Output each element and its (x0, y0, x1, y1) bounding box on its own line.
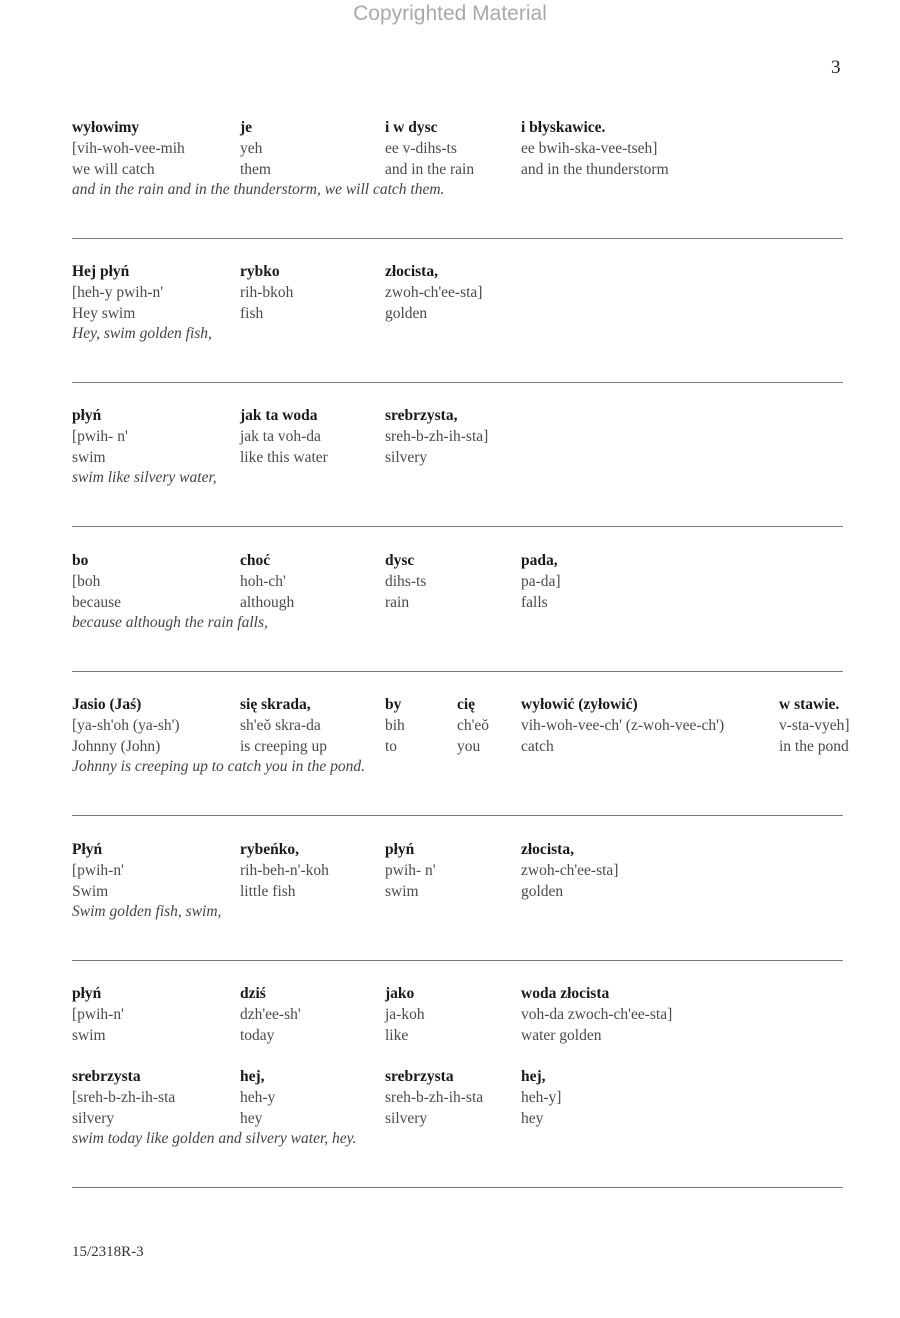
english-gloss: today (240, 1026, 275, 1044)
footer-code: 15/2318R-3 (72, 1244, 144, 1260)
english-gloss: water golden (521, 1026, 602, 1044)
polish-word: srebrzysta (385, 1068, 454, 1085)
pronunciation: [sreh-b-zh-ih-sta (72, 1088, 176, 1106)
polish-word: wyłowimy (72, 119, 140, 136)
english-gloss: is creeping up (240, 737, 327, 755)
polish-word: rybko (240, 263, 280, 280)
polish-word: Jasio (Jaś) (72, 696, 142, 713)
word-column (385, 551, 426, 613)
polish-word: srebrzysta, (385, 407, 458, 424)
english-gloss: and in the thunderstorm (521, 160, 669, 178)
divider (72, 382, 843, 383)
english-gloss: we will catch (72, 160, 155, 178)
polish-word: bo (72, 552, 89, 569)
line-translation: and in the rain and in the thunderstorm, we will catch them. (72, 181, 445, 198)
polish-word: w stawie. (779, 696, 840, 713)
pronunciation: [vih-woh-vee-mih (72, 139, 185, 157)
polish-word: cię (457, 696, 476, 713)
english-gloss: fish (240, 304, 264, 322)
divider (72, 238, 843, 239)
pronunciation: heh-y] (521, 1088, 562, 1106)
polish-word: srebrzysta (72, 1068, 141, 1085)
english-gloss: in the pond (779, 737, 849, 755)
english-gloss: little fish (240, 882, 296, 900)
word-column (240, 262, 293, 324)
pronunciation: dzh'ee-sh' (240, 1005, 301, 1023)
pronunciation: ja-koh (385, 1005, 425, 1023)
polish-word: dysc (385, 552, 415, 569)
page-number: 3 (831, 57, 841, 78)
word-column (385, 118, 474, 180)
word-column (521, 695, 724, 757)
word-column (521, 551, 561, 613)
word-column (385, 1067, 483, 1129)
word-column (72, 406, 128, 468)
line-translation: because although the rain falls, (72, 614, 268, 631)
pronunciation: zwoh-ch'ee-sta] (521, 861, 619, 879)
pronunciation: rih-bkoh (240, 283, 294, 301)
english-gloss: to (385, 737, 398, 755)
word-column (240, 1067, 275, 1129)
word-column (521, 984, 672, 1046)
english-gloss: swim (72, 448, 106, 466)
polish-word: płyń (385, 841, 415, 858)
pronunciation: ch'eŏ (457, 716, 490, 734)
divider (72, 671, 843, 672)
pronunciation: dihs-ts (385, 572, 427, 590)
line-translation: swim today like golden and silvery water, hey. (72, 1130, 357, 1147)
pronunciation: ee v-dihs-ts (385, 139, 457, 157)
polish-word: Płyń (72, 841, 103, 858)
pronunciation: rih-beh-n'-koh (240, 861, 329, 879)
english-gloss: Hey swim (72, 304, 136, 322)
english-gloss: silvery (72, 1109, 115, 1127)
pronunciation: vih-woh-vee-ch' (z-woh-vee-ch') (521, 716, 725, 734)
polish-word: je (240, 119, 253, 136)
divider (72, 1187, 843, 1188)
polish-word: płyń (72, 407, 102, 424)
pronunciation: sreh-b-zh-ih-sta (385, 1088, 484, 1106)
polish-word: pada, (521, 552, 558, 569)
english-gloss: golden (385, 304, 428, 322)
polish-word: wyłowić (zyłowić) (521, 696, 638, 713)
pronunciation: bih (385, 716, 405, 734)
pronunciation: v-sta-vyeh] (779, 716, 850, 734)
word-column (72, 262, 163, 324)
polish-word: rybeńko, (240, 841, 299, 858)
english-gloss: you (457, 737, 481, 755)
polish-word: Hej płyń (72, 263, 130, 280)
polish-word: i błyskawice. (521, 119, 606, 136)
pronunciation: jak ta voh-da (240, 427, 321, 445)
word-column (240, 984, 301, 1046)
line-translation: Hey, swim golden fish, (72, 325, 212, 342)
english-gloss: silvery (385, 1109, 428, 1127)
word-column (457, 695, 489, 757)
polish-word: choć (240, 552, 271, 569)
pronunciation: [boh (72, 572, 101, 590)
word-column (385, 695, 405, 757)
divider (72, 960, 843, 961)
pronunciation: voh-da zwoch-ch'ee-sta] (521, 1005, 673, 1023)
word-column (72, 840, 124, 902)
word-column (72, 118, 185, 180)
pronunciation: hoh-ch' (240, 572, 286, 590)
polish-word: dziś (240, 985, 266, 1002)
pronunciation: [pwih-n' (72, 861, 124, 879)
word-column (385, 262, 482, 324)
polish-word: woda złocista (521, 985, 610, 1002)
english-gloss: like this water (240, 448, 328, 466)
english-gloss: them (240, 160, 271, 178)
english-gloss: because (72, 593, 122, 611)
word-column (72, 1067, 175, 1129)
pronunciation: [heh-y pwih-n' (72, 283, 164, 301)
line-translation: Johnny is creeping up to catch you in the pond. (72, 758, 365, 775)
word-column (240, 406, 328, 468)
english-gloss: Johnny (John) (72, 737, 161, 755)
pronunciation: [ya-sh'oh (ya-sh') (72, 716, 180, 734)
word-column (72, 695, 180, 757)
divider (72, 815, 843, 816)
line-translation: swim like silvery water, (72, 469, 217, 486)
word-column (240, 840, 329, 902)
english-gloss: and in the rain (385, 160, 475, 178)
polish-word: się skrada, (240, 696, 311, 713)
polish-word: złocista, (385, 263, 438, 280)
word-column (240, 695, 327, 757)
word-column (521, 118, 669, 180)
english-gloss: golden (521, 882, 564, 900)
polish-word: i w dysc (385, 119, 438, 136)
pronunciation: [pwih-n' (72, 1005, 124, 1023)
pronunciation: pwih- n' (385, 861, 436, 879)
polish-word: hej, (521, 1068, 546, 1085)
english-gloss: hey (240, 1109, 263, 1127)
word-column (72, 984, 124, 1046)
polish-word: płyń (72, 985, 102, 1002)
pronunciation: sh'eŏ skra-da (240, 716, 321, 734)
pronunciation: [pwih- n' (72, 427, 128, 445)
english-gloss: rain (385, 593, 410, 611)
pronunciation: zwoh-ch'ee-sta] (385, 283, 483, 301)
word-column (240, 118, 271, 180)
word-column (385, 406, 488, 468)
line-translation: Swim golden fish, swim, (72, 903, 222, 920)
pronunciation: yeh (240, 139, 263, 157)
english-gloss: catch (521, 737, 554, 755)
english-gloss: falls (521, 593, 548, 611)
pronunciation: heh-y (240, 1088, 276, 1106)
copyright-watermark: Copyrighted Material (353, 2, 547, 25)
word-column (521, 1067, 561, 1129)
pronunciation: sreh-b-zh-ih-sta] (385, 427, 489, 445)
polish-word: jako (385, 985, 415, 1002)
divider (72, 526, 843, 527)
polish-word: złocista, (521, 841, 574, 858)
english-gloss: like (385, 1026, 409, 1044)
english-gloss: hey (521, 1109, 544, 1127)
word-column (385, 984, 425, 1046)
pronunciation: ee bwih-ska-vee-tseh] (521, 139, 658, 157)
word-column (240, 551, 294, 613)
polish-word: jak ta woda (240, 407, 318, 424)
word-column (521, 840, 618, 902)
word-column (72, 551, 121, 613)
pronunciation: pa-da] (521, 572, 561, 590)
word-column (385, 840, 436, 902)
english-gloss: Swim (72, 882, 109, 900)
english-gloss: swim (72, 1026, 106, 1044)
english-gloss: although (240, 593, 295, 611)
english-gloss: silvery (385, 448, 428, 466)
polish-word: by (385, 696, 402, 713)
english-gloss: swim (385, 882, 419, 900)
polish-word: hej, (240, 1068, 265, 1085)
word-column (779, 695, 850, 757)
